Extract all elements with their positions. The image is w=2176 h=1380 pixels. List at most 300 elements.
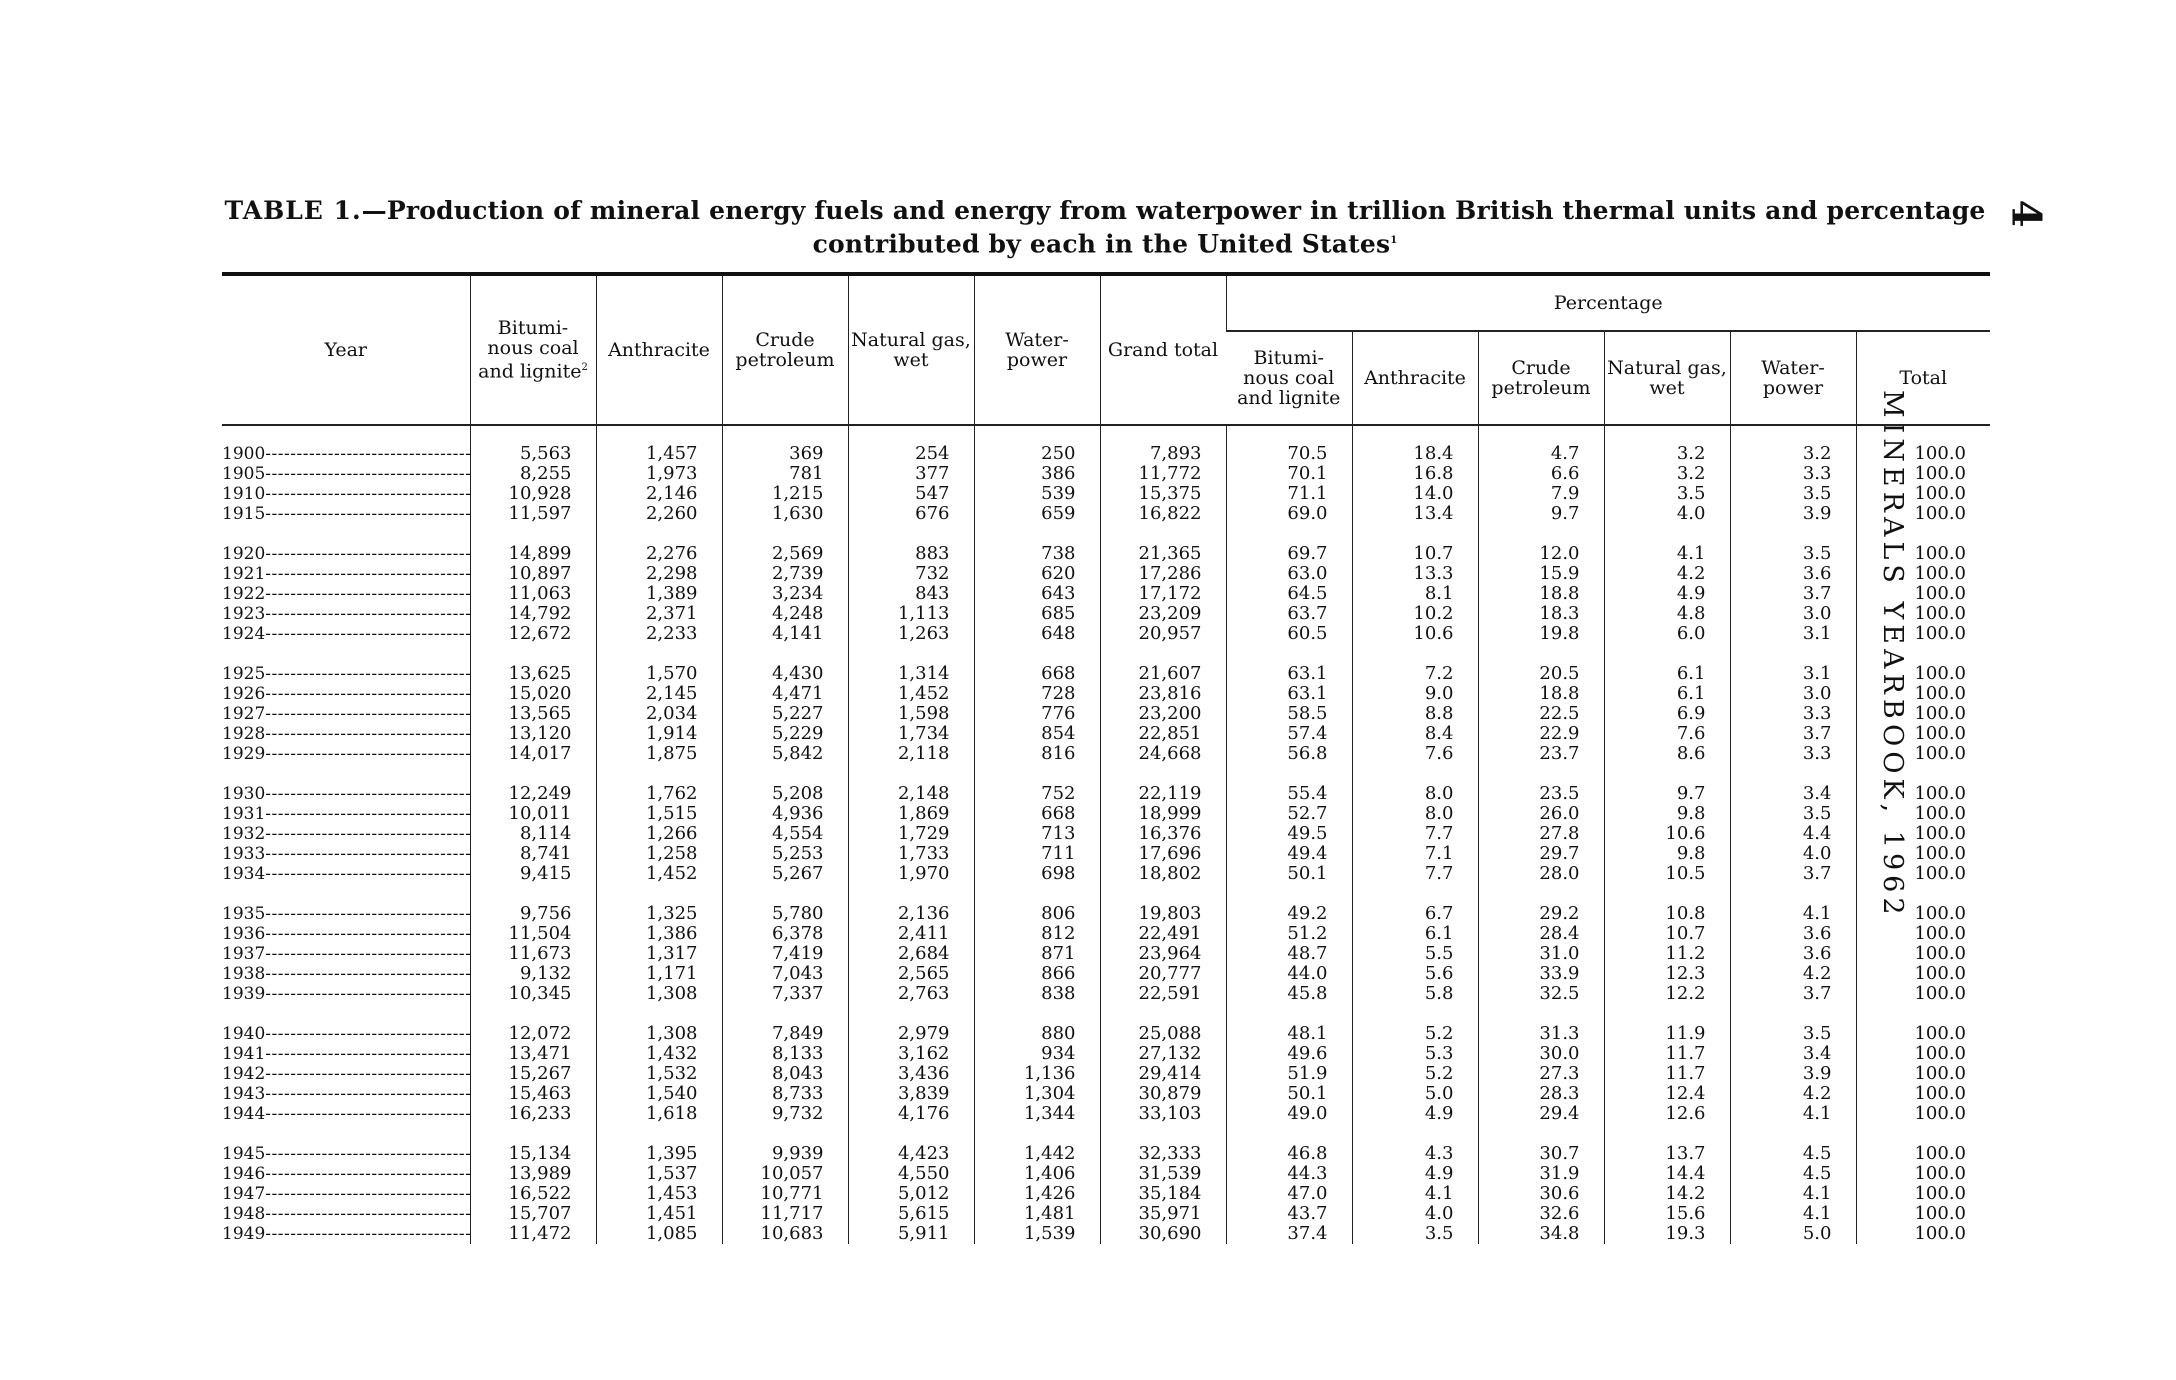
- spacer-cell: [1352, 884, 1478, 904]
- spacer-cell: [722, 884, 848, 904]
- value-cell: 3.5: [1730, 1024, 1856, 1044]
- spacer-cell: [470, 764, 596, 784]
- table-row: [222, 944, 1990, 964]
- value-cell: 2,118: [848, 744, 974, 764]
- value-cell: 1,215: [722, 484, 848, 504]
- table-row: [222, 924, 1990, 944]
- spacer-cell: [1226, 1004, 1352, 1024]
- value-cell: 2,233: [596, 624, 722, 644]
- value-cell: 18,999: [1100, 804, 1226, 824]
- col-header-crude: Crude petroleum: [722, 274, 848, 425]
- value-cell: 10.6: [1352, 624, 1478, 644]
- value-cell: 4.1: [1730, 1104, 1856, 1124]
- value-cell: 5,780: [722, 904, 848, 924]
- value-cell: 100.0: [1856, 664, 1990, 684]
- value-cell: 50.1: [1226, 864, 1352, 884]
- value-cell: 100.0: [1856, 824, 1990, 844]
- value-cell: 3.5: [1730, 484, 1856, 504]
- spacer-cell: [222, 1004, 470, 1024]
- value-cell: 3.5: [1730, 804, 1856, 824]
- value-cell: 16,376: [1100, 824, 1226, 844]
- value-cell: 23.5: [1478, 784, 1604, 804]
- value-cell: 100.0: [1856, 844, 1990, 864]
- spacer-cell: [1352, 524, 1478, 544]
- value-cell: 1,973: [596, 464, 722, 484]
- value-cell: 17,172: [1100, 584, 1226, 604]
- year-cell: 1922 -----: [222, 584, 470, 604]
- value-cell: 2,763: [848, 984, 974, 1004]
- value-cell: 100.0: [1856, 624, 1990, 644]
- value-cell: 22,491: [1100, 924, 1226, 944]
- table-row: [222, 1164, 1990, 1184]
- production-table: [222, 272, 1990, 1244]
- value-cell: 51.9: [1226, 1064, 1352, 1084]
- value-cell: 100.0: [1856, 604, 1990, 624]
- value-cell: 27,132: [1100, 1044, 1226, 1064]
- spacer-cell: [1730, 1004, 1856, 1024]
- spacer-cell: [722, 1124, 848, 1144]
- year-cell: 1933 -----: [222, 844, 470, 864]
- value-cell: 100.0: [1856, 684, 1990, 704]
- value-cell: 13.4: [1352, 504, 1478, 524]
- spacer-cell: [1226, 764, 1352, 784]
- value-cell: 44.0: [1226, 964, 1352, 984]
- value-cell: 6,378: [722, 924, 848, 944]
- value-cell: 3,436: [848, 1064, 974, 1084]
- value-cell: 713: [974, 824, 1100, 844]
- value-cell: 1,875: [596, 744, 722, 764]
- col-header-percentage-group: Percentage: [1226, 274, 1990, 331]
- spacer-cell: [1856, 524, 1990, 544]
- value-cell: 23,200: [1100, 704, 1226, 724]
- value-cell: 69.0: [1226, 504, 1352, 524]
- year-cell: 1930 -----: [222, 784, 470, 804]
- value-cell: 49.5: [1226, 824, 1352, 844]
- value-cell: 7,893: [1100, 425, 1226, 464]
- value-cell: 17,696: [1100, 844, 1226, 864]
- value-cell: 4.1: [1604, 544, 1730, 564]
- spacer-cell: [1352, 764, 1478, 784]
- value-cell: 1,451: [596, 1204, 722, 1224]
- value-cell: 7.7: [1352, 864, 1478, 884]
- value-cell: 648: [974, 624, 1100, 644]
- value-cell: 2,146: [596, 484, 722, 504]
- value-cell: 100.0: [1856, 1184, 1990, 1204]
- value-cell: 25,088: [1100, 1024, 1226, 1044]
- spacer-cell: [596, 644, 722, 664]
- group-spacer: [222, 1004, 1990, 1024]
- value-cell: 3.2: [1730, 425, 1856, 464]
- value-cell: 1,598: [848, 704, 974, 724]
- spacer-cell: [1730, 884, 1856, 904]
- year-cell: 1915 -----: [222, 504, 470, 524]
- value-cell: 880: [974, 1024, 1100, 1044]
- table-body: [222, 425, 1990, 1244]
- value-cell: 18.3: [1478, 604, 1604, 624]
- value-cell: 14,899: [470, 544, 596, 564]
- value-cell: 2,739: [722, 564, 848, 584]
- group-spacer: [222, 644, 1990, 664]
- spacer-cell: [848, 1004, 974, 1024]
- value-cell: 11,472: [470, 1224, 596, 1244]
- value-cell: 23,209: [1100, 604, 1226, 624]
- value-cell: 27.8: [1478, 824, 1604, 844]
- value-cell: 2,145: [596, 684, 722, 704]
- value-cell: 9,732: [722, 1104, 848, 1124]
- value-cell: 1,389: [596, 584, 722, 604]
- value-cell: 10.8: [1604, 904, 1730, 924]
- value-cell: 14.2: [1604, 1184, 1730, 1204]
- value-cell: 816: [974, 744, 1100, 764]
- value-cell: 12.0: [1478, 544, 1604, 564]
- value-cell: 1,308: [596, 984, 722, 1004]
- value-cell: 10,011: [470, 804, 596, 824]
- value-cell: 30.0: [1478, 1044, 1604, 1064]
- value-cell: 11.7: [1604, 1064, 1730, 1084]
- value-cell: 4.9: [1604, 584, 1730, 604]
- value-cell: 30.7: [1478, 1144, 1604, 1164]
- value-cell: 838: [974, 984, 1100, 1004]
- col-header-pct-bituminous: Bitumi- nous coal and lignite: [1226, 331, 1352, 425]
- value-cell: 732: [848, 564, 974, 584]
- value-cell: 12.6: [1604, 1104, 1730, 1124]
- value-cell: 19.3: [1604, 1224, 1730, 1244]
- value-cell: 1,406: [974, 1164, 1100, 1184]
- value-cell: 1,304: [974, 1084, 1100, 1104]
- year-cell: 1929 -----: [222, 744, 470, 764]
- spacer-cell: [1856, 1004, 1990, 1024]
- value-cell: 7,337: [722, 984, 848, 1004]
- value-cell: 48.7: [1226, 944, 1352, 964]
- value-cell: 1,136: [974, 1064, 1100, 1084]
- value-cell: 18.8: [1478, 684, 1604, 704]
- value-cell: 781: [722, 464, 848, 484]
- value-cell: 13,120: [470, 724, 596, 744]
- value-cell: 22.5: [1478, 704, 1604, 724]
- year-cell: 1927 -----: [222, 704, 470, 724]
- value-cell: 4.2: [1730, 1084, 1856, 1104]
- spacer-cell: [1730, 1124, 1856, 1144]
- table-row: [222, 1064, 1990, 1084]
- value-cell: 3.4: [1730, 784, 1856, 804]
- value-cell: 4.5: [1730, 1144, 1856, 1164]
- value-cell: 29,414: [1100, 1064, 1226, 1084]
- year-cell: 1948 -----: [222, 1204, 470, 1224]
- spacer-cell: [1730, 524, 1856, 544]
- value-cell: 7.6: [1352, 744, 1478, 764]
- value-cell: 14,792: [470, 604, 596, 624]
- value-cell: 1,481: [974, 1204, 1100, 1224]
- value-cell: 10,345: [470, 984, 596, 1004]
- year-cell: 1938 -----: [222, 964, 470, 984]
- table-row: [222, 604, 1990, 624]
- value-cell: 3.6: [1730, 564, 1856, 584]
- value-cell: 15.6: [1604, 1204, 1730, 1224]
- value-cell: 52.7: [1226, 804, 1352, 824]
- value-cell: 6.6: [1478, 464, 1604, 484]
- value-cell: 10,683: [722, 1224, 848, 1244]
- table-row: [222, 544, 1990, 564]
- value-cell: 30.6: [1478, 1184, 1604, 1204]
- year-cell: 1924 -----: [222, 624, 470, 644]
- spacer-cell: [596, 1004, 722, 1024]
- group-spacer: [222, 764, 1990, 784]
- spacer-cell: [1604, 884, 1730, 904]
- value-cell: 100.0: [1856, 425, 1990, 464]
- value-cell: 13,625: [470, 664, 596, 684]
- value-cell: 659: [974, 504, 1100, 524]
- value-cell: 16.8: [1352, 464, 1478, 484]
- value-cell: 11.7: [1604, 1044, 1730, 1064]
- year-cell: 1921 -----: [222, 564, 470, 584]
- value-cell: 4,936: [722, 804, 848, 824]
- value-cell: 46.8: [1226, 1144, 1352, 1164]
- value-cell: 1,258: [596, 844, 722, 864]
- value-cell: 100.0: [1856, 1084, 1990, 1104]
- value-cell: 100.0: [1856, 1144, 1990, 1164]
- value-cell: 18.8: [1478, 584, 1604, 604]
- value-cell: 1,618: [596, 1104, 722, 1124]
- spacer-cell: [1478, 884, 1604, 904]
- value-cell: 49.2: [1226, 904, 1352, 924]
- year-cell: 1900 -----: [222, 425, 470, 464]
- value-cell: 37.4: [1226, 1224, 1352, 1244]
- value-cell: 883: [848, 544, 974, 564]
- value-cell: 100.0: [1856, 504, 1990, 524]
- value-cell: 5.0: [1352, 1084, 1478, 1104]
- table-row: [222, 1204, 1990, 1224]
- value-cell: 4,141: [722, 624, 848, 644]
- value-cell: 8,255: [470, 464, 596, 484]
- table-row: [222, 824, 1990, 844]
- year-cell: 1947 -----: [222, 1184, 470, 1204]
- value-cell: 11,597: [470, 504, 596, 524]
- value-cell: 1,869: [848, 804, 974, 824]
- value-cell: 1,317: [596, 944, 722, 964]
- value-cell: 8,133: [722, 1044, 848, 1064]
- value-cell: 100.0: [1856, 904, 1990, 924]
- value-cell: 70.1: [1226, 464, 1352, 484]
- title-footnote-marker: 1: [1390, 235, 1398, 246]
- value-cell: 1,537: [596, 1164, 722, 1184]
- value-cell: 10,771: [722, 1184, 848, 1204]
- spacer-cell: [1478, 1124, 1604, 1144]
- year-cell: 1939 -----: [222, 984, 470, 1004]
- value-cell: 11,504: [470, 924, 596, 944]
- year-cell: 1945 -----: [222, 1144, 470, 1164]
- value-cell: 10,057: [722, 1164, 848, 1184]
- spacer-cell: [222, 764, 470, 784]
- year-cell: 1923 -----: [222, 604, 470, 624]
- spacer-cell: [1730, 644, 1856, 664]
- table-row: [222, 964, 1990, 984]
- value-cell: 676: [848, 504, 974, 524]
- group-spacer: [222, 524, 1990, 544]
- value-cell: 2,034: [596, 704, 722, 724]
- spacer-cell: [470, 644, 596, 664]
- spacer-cell: [1100, 764, 1226, 784]
- value-cell: 1,395: [596, 1144, 722, 1164]
- value-cell: 1,432: [596, 1044, 722, 1064]
- value-cell: 15,134: [470, 1144, 596, 1164]
- value-cell: 15,463: [470, 1084, 596, 1104]
- table-row: [222, 724, 1990, 744]
- value-cell: 8.0: [1352, 804, 1478, 824]
- value-cell: 23,816: [1100, 684, 1226, 704]
- value-cell: 9.8: [1604, 804, 1730, 824]
- table-row: [222, 784, 1990, 804]
- value-cell: 22.9: [1478, 724, 1604, 744]
- value-cell: 7.7: [1352, 824, 1478, 844]
- value-cell: 1,457: [596, 425, 722, 464]
- spacer-cell: [596, 524, 722, 544]
- year-cell: 1943 -----: [222, 1084, 470, 1104]
- value-cell: 6.9: [1604, 704, 1730, 724]
- value-cell: 5,208: [722, 784, 848, 804]
- value-cell: 15,020: [470, 684, 596, 704]
- value-cell: 4.3: [1352, 1144, 1478, 1164]
- value-cell: 6.1: [1604, 664, 1730, 684]
- value-cell: 47.0: [1226, 1184, 1352, 1204]
- value-cell: 100.0: [1856, 924, 1990, 944]
- spacer-cell: [848, 764, 974, 784]
- value-cell: 32.6: [1478, 1204, 1604, 1224]
- value-cell: 45.8: [1226, 984, 1352, 1004]
- value-cell: 10.2: [1352, 604, 1478, 624]
- value-cell: 9,415: [470, 864, 596, 884]
- value-cell: 48.1: [1226, 1024, 1352, 1044]
- value-cell: 100.0: [1856, 964, 1990, 984]
- col-header-natural-gas: Natural gas, wet: [848, 274, 974, 425]
- value-cell: 10.7: [1352, 544, 1478, 564]
- value-cell: 17,286: [1100, 564, 1226, 584]
- value-cell: 1,386: [596, 924, 722, 944]
- value-cell: 63.7: [1226, 604, 1352, 624]
- spacer-cell: [1226, 1124, 1352, 1144]
- value-cell: 668: [974, 804, 1100, 824]
- value-cell: 23,964: [1100, 944, 1226, 964]
- value-cell: 30,879: [1100, 1084, 1226, 1104]
- value-cell: 8,114: [470, 824, 596, 844]
- table-row: [222, 464, 1990, 484]
- value-cell: 1,263: [848, 624, 974, 644]
- value-cell: 28.3: [1478, 1084, 1604, 1104]
- spacer-cell: [470, 1004, 596, 1024]
- spacer-cell: [974, 764, 1100, 784]
- value-cell: 5,911: [848, 1224, 974, 1244]
- value-cell: 5.6: [1352, 964, 1478, 984]
- value-cell: 70.5: [1226, 425, 1352, 464]
- value-cell: 23.7: [1478, 744, 1604, 764]
- value-cell: 4.9: [1352, 1164, 1478, 1184]
- table-row: [222, 984, 1990, 1004]
- table-title: [220, 196, 1990, 259]
- value-cell: 22,119: [1100, 784, 1226, 804]
- table-row: [222, 504, 1990, 524]
- spacer-cell: [596, 1124, 722, 1144]
- table-row: [222, 684, 1990, 704]
- value-cell: 711: [974, 844, 1100, 864]
- spacer-cell: [1856, 644, 1990, 664]
- value-cell: 15,375: [1100, 484, 1226, 504]
- value-cell: 2,148: [848, 784, 974, 804]
- value-cell: 11.2: [1604, 944, 1730, 964]
- value-cell: 728: [974, 684, 1100, 704]
- value-cell: 19.8: [1478, 624, 1604, 644]
- value-cell: 1,970: [848, 864, 974, 884]
- year-cell: 1944 -----: [222, 1104, 470, 1124]
- value-cell: 100.0: [1856, 804, 1990, 824]
- value-cell: 4.0: [1730, 844, 1856, 864]
- spacer-cell: [1604, 1124, 1730, 1144]
- value-cell: 3.1: [1730, 664, 1856, 684]
- value-cell: 49.4: [1226, 844, 1352, 864]
- value-cell: 4,248: [722, 604, 848, 624]
- spacer-cell: [1100, 884, 1226, 904]
- value-cell: 3.0: [1730, 604, 1856, 624]
- value-cell: 5,012: [848, 1184, 974, 1204]
- value-cell: 2,411: [848, 924, 974, 944]
- value-cell: 12,672: [470, 624, 596, 644]
- table-row: [222, 1024, 1990, 1044]
- value-cell: 26.0: [1478, 804, 1604, 824]
- value-cell: 2,298: [596, 564, 722, 584]
- value-cell: 20.5: [1478, 664, 1604, 684]
- value-cell: 100.0: [1856, 1024, 1990, 1044]
- year-cell: 1946 -----: [222, 1164, 470, 1184]
- spacer-cell: [470, 524, 596, 544]
- value-cell: 13,471: [470, 1044, 596, 1064]
- value-cell: 44.3: [1226, 1164, 1352, 1184]
- value-cell: 16,822: [1100, 504, 1226, 524]
- year-cell: 1910 -----: [222, 484, 470, 504]
- spacer-cell: [222, 884, 470, 904]
- value-cell: 3.5: [1352, 1224, 1478, 1244]
- value-cell: 1,453: [596, 1184, 722, 1204]
- page-number: 4: [2002, 199, 2050, 228]
- value-cell: 843: [848, 584, 974, 604]
- table-row: [222, 664, 1990, 684]
- value-cell: 30,690: [1100, 1224, 1226, 1244]
- table-row: [222, 584, 1990, 604]
- value-cell: 7.1: [1352, 844, 1478, 864]
- value-cell: 10,897: [470, 564, 596, 584]
- value-cell: 13,989: [470, 1164, 596, 1184]
- value-cell: 4,471: [722, 684, 848, 704]
- value-cell: 100.0: [1856, 784, 1990, 804]
- spacer-cell: [1856, 764, 1990, 784]
- table-row: [222, 844, 1990, 864]
- value-cell: 1,308: [596, 1024, 722, 1044]
- value-cell: 1,539: [974, 1224, 1100, 1244]
- value-cell: 1,734: [848, 724, 974, 744]
- spacer-cell: [1226, 644, 1352, 664]
- value-cell: 934: [974, 1044, 1100, 1064]
- value-cell: 8.1: [1352, 584, 1478, 604]
- spacer-cell: [722, 524, 848, 544]
- col-header-pct-crude: Crude petroleum: [1478, 331, 1604, 425]
- spacer-cell: [222, 524, 470, 544]
- table-row: [222, 624, 1990, 644]
- value-cell: 10.5: [1604, 864, 1730, 884]
- spacer-cell: [848, 1124, 974, 1144]
- value-cell: 3,839: [848, 1084, 974, 1104]
- value-cell: 1,570: [596, 664, 722, 684]
- value-cell: 100.0: [1856, 584, 1990, 604]
- spacer-cell: [1478, 1004, 1604, 1024]
- value-cell: 14.0: [1352, 484, 1478, 504]
- year-cell: 1936 -----: [222, 924, 470, 944]
